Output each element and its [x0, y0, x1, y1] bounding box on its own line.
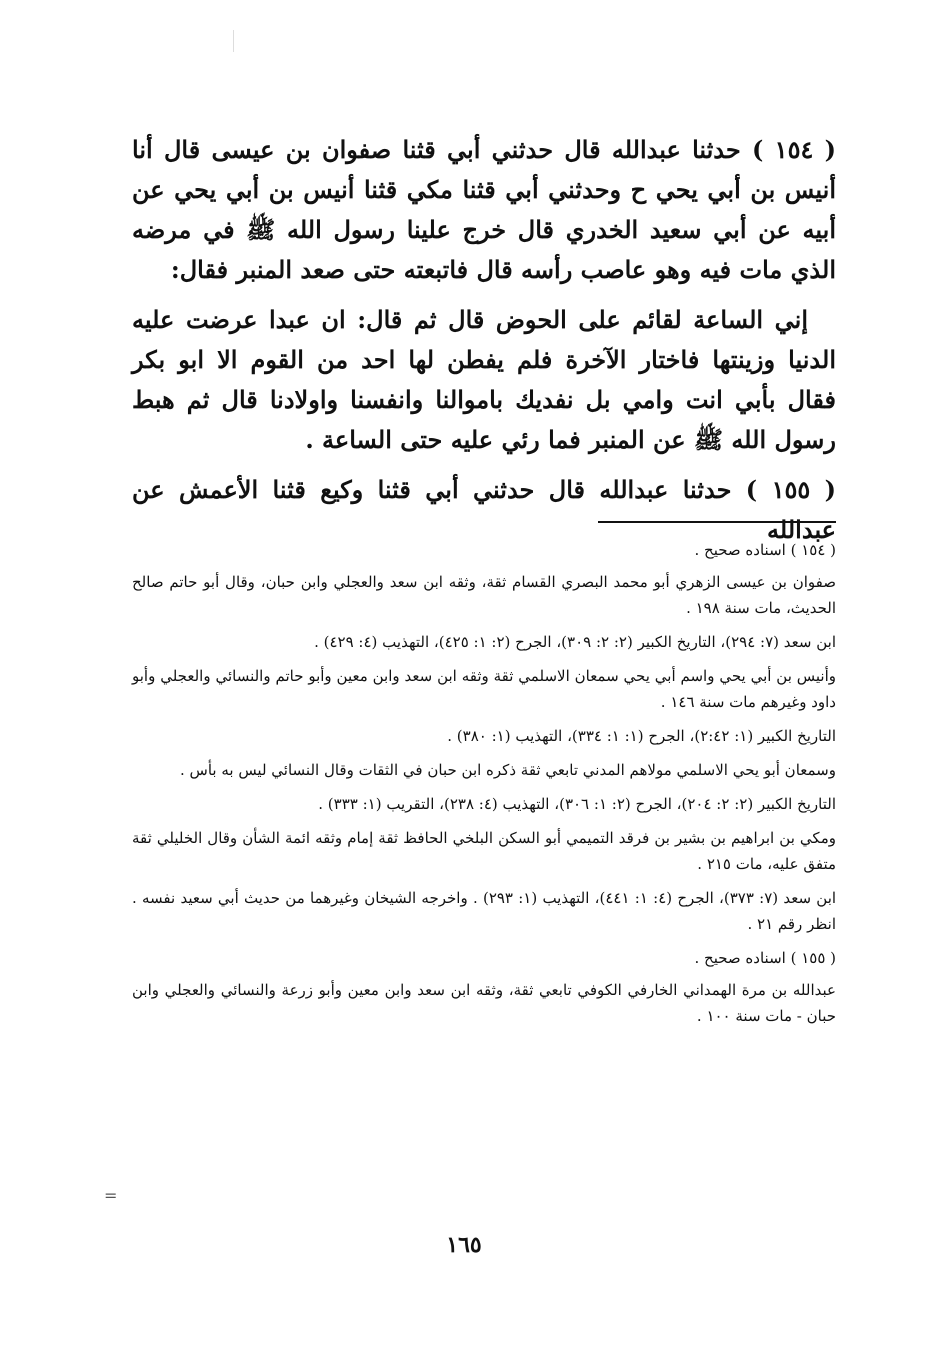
- footnote-paragraph: ومكي بن ابراهيم بن بشير بن فرقد التميمي أبو السكن البلخي الحافظ ثقة إمام وثقه ائمة الشأن وقال الخليلي ثقة متفق عليه، مات ٢١٥ .: [132, 829, 836, 873]
- footnote-divider: [598, 521, 836, 523]
- footnotes: [132, 537, 836, 1037]
- footnote-paragraph: وأنيس بن أبي يحي واسم أبي يحي سمعان الاسلمي ثقة وثقه ابن سعد وابن معين وأبو حاتم والنسائي والعجلي وأبو داود وغيرهم مات سنة ١٤٦ .: [132, 667, 836, 711]
- hadith-155-isnad: ( ١٥٥ ) حدثنا عبدالله قال حدثني أبي قثنا وكيع قثنا الأعمش عن عبدالله: [132, 475, 836, 544]
- page-number: ١٦٥: [446, 1232, 482, 1258]
- margin-mark: =: [104, 1186, 118, 1205]
- footnote-paragraph: ابن سعد (٧: ٣٧٣)، الجرح (٤: ١: ٤٤١)، التهذيب (١: ٢٩٣) . واخرجه الشيخان وغيرهما من حديث أبي سعيد نفسه . انظر رقم ٢١ .: [132, 889, 837, 933]
- footnote-155-heading: ( ١٥٥ ) اسناده صحيح .: [694, 949, 836, 967]
- footnote-paragraph: عبدالله بن مرة الهمداني الخارفي الكوفي تابعي ثقة، وثقه ابن سعد وابن معين وأبو زرعة والنسائي والعجلي وابن حبان - مات سنة ١٠٠ .: [132, 981, 836, 1025]
- footnote-154-heading: ( ١٥٤ ) اسناده صحيح .: [694, 541, 836, 559]
- footnote-paragraph: ابن سعد (٧: ٢٩٤)، التاريخ الكبير (٢: ٢: ٣٠٩)، الجرح (٢: ١: ٤٢٥)، التهذيب (٤: ٤٢٩) .: [314, 633, 836, 651]
- hadith-154-isnad: ( ١٥٤ ) حدثنا عبدالله قال حدثني أبي قثنا صفوان بن عيسى قال أنا أنيس بن أبي يحي ح وحدثني أبي قثنا مكي قثنا أنيس بن أبي يحي عن أبيه عن أبي سعيد الخدري قال خرج علينا رسول الله ﷺ في مرضه الذي مات فيه وهو عاصب رأسه قال فاتبعته حتى صعد المنبر فقال:: [132, 135, 836, 284]
- footnote-paragraph: التاريخ الكبير (١: ٢:٤٢)، الجرح (١: ١: ٣٣٤)، التهذيب (١: ٣٨٠) .: [447, 727, 836, 745]
- hadith-154-matn: إني الساعة لقائم على الحوض قال ثم قال: ان عبدا عرضت عليه الدنيا وزينتها فاختار الآخرة فلم يفطن لها احد من القوم الا ابو بكر فقال بأبي انت وامي بل نفديك باموالنا وانفسنا واولادنا قال ثم هبط رسول الله ﷺ عن المنبر فما رئي عليه حتى الساعة .: [132, 305, 836, 454]
- footnote-paragraph: التاريخ الكبير (٢: ٢: ٢٠٤)، الجرح (٢: ١: ٣٠٦)، التهذيب (٤: ٢٣٨)، التقريب (١: ٣٣٣) .: [318, 795, 836, 813]
- main-text: [132, 130, 836, 560]
- footnote-paragraph: وسمعان أبو يحي الاسلمي مولاهم المدني تابعي ثقة ذكره ابن حبان في الثقات وقال النسائي ليس به بأس .: [179, 761, 836, 779]
- footnote-paragraph: صفوان بن عيسى الزهري أبو محمد البصري القسام ثقة، وثقه ابن سعد والعجلي وابن حبان، وقال أبو حاتم صالح الحديث، مات سنة ١٩٨ .: [132, 573, 836, 617]
- scan-mark: [233, 30, 234, 52]
